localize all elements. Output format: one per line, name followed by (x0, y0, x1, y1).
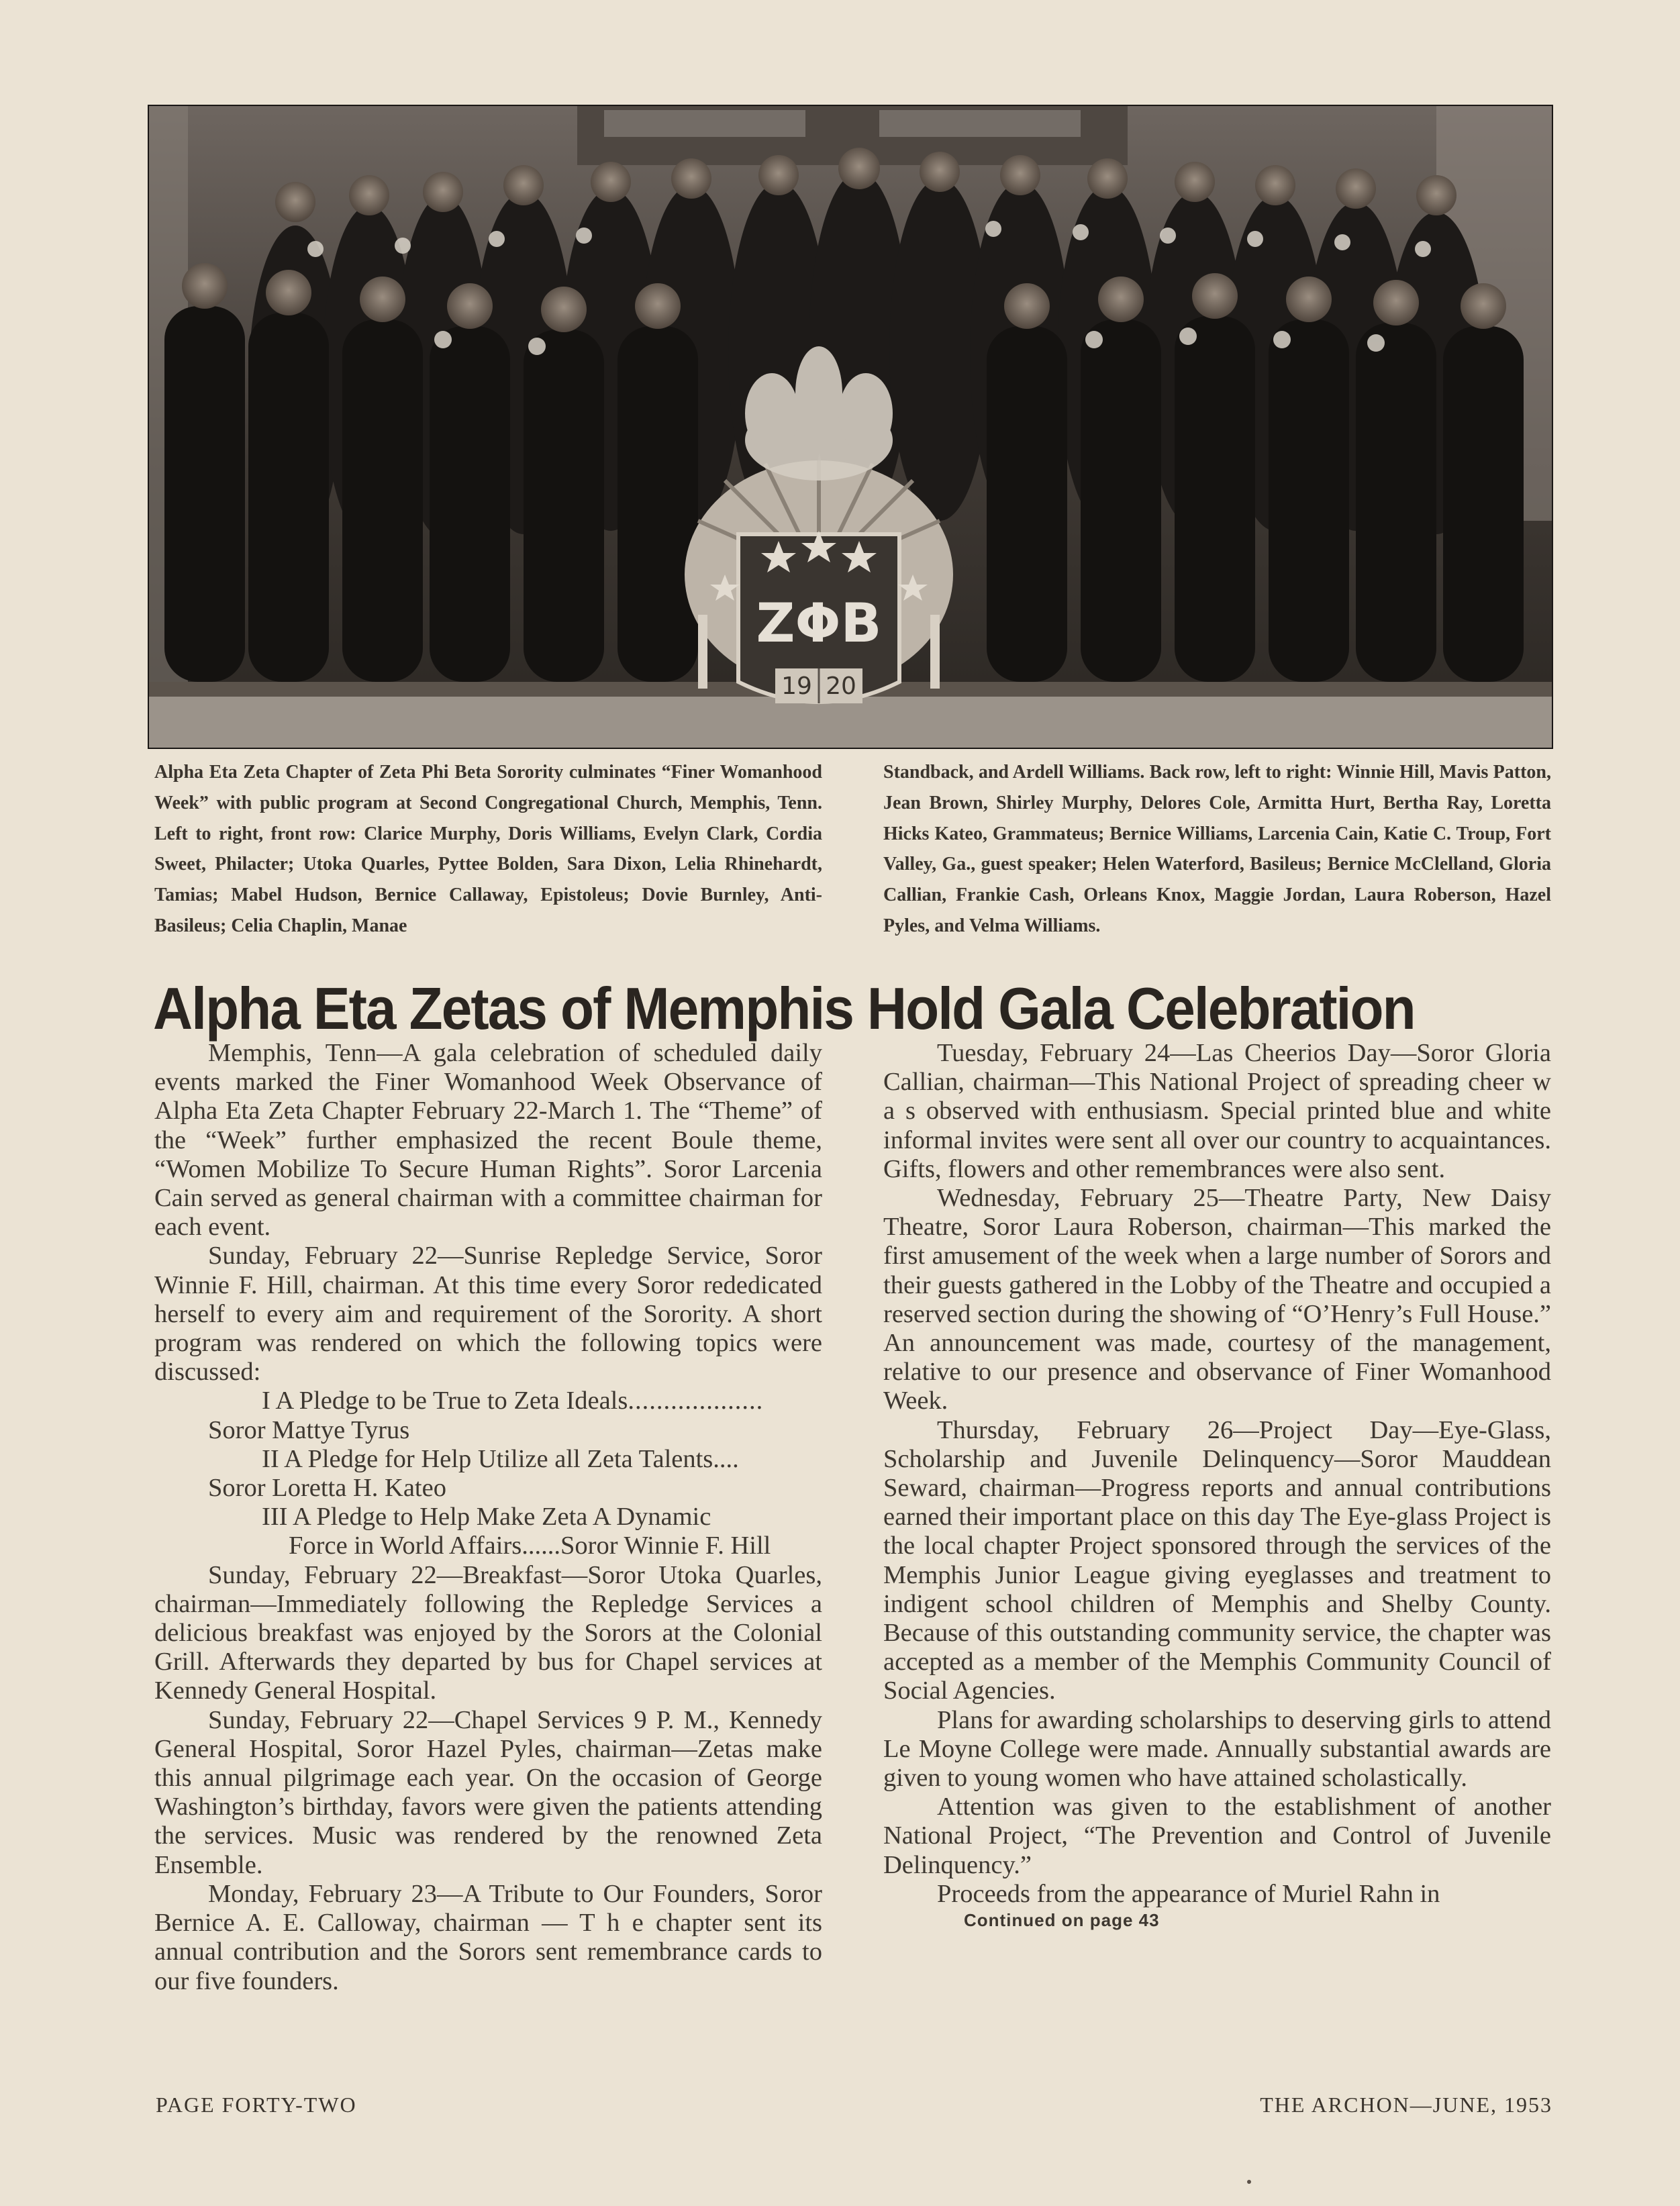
emblem-letters: ΖΦΒ (756, 592, 882, 654)
paragraph-breakfast: Sunday, February 22—Breakfast—Soror Utoka Quarles, chairman—Immediately following the Repledge Services a delicious breakfast was enjoyed by the Sorors at the Colonial Grill. Afterwards they departed by bus for Chapel services at Kennedy General Hospital. (154, 1560, 822, 1705)
paragraph-founders-tribute: Monday, February 23—A Tribute to Our Founders, Soror Bernice A. E. Calloway, chairman — T h e chapter sent its annual contribution and the Sorors sent remembrance cards to our five founders. (154, 1879, 822, 1995)
topic-2: II A Pledge for Help Utilize all Zeta Talents.... (262, 1444, 739, 1473)
paragraph-theatre-party: Wednesday, February 25—Theatre Party, New Daisy Theatre, Soror Laura Roberson, chairman—This marked the first amusement of the week when a large number of Sorors and their guests gathered in the Lobby of the Theatre and occupied a reserved section during the showing of “O’Henry’s Full House.” An announcement was made, courtesy of the management, relative to our presence and observance of Finer Womanhood Week. (883, 1184, 1551, 1415)
topic-1-dots: ................... (628, 1387, 764, 1415)
photo-caption-left: Alpha Eta Zeta Chapter of Zeta Phi Beta Sorority culminates “Finer Womanhood Week” with public program at Second Congregational Church, Memphis, Tenn. Left to right, front row: Clarice Murphy, Doris Williams, Evelyn Clark, Cordia Sweet, Philacter; Utoka Quarles, Pyttee Bolden, Sara Dixon, Lelia Rhinehardt, Tamias; Mabel Hudson, Bernice Callaway, Epistoleus; Dovie Burnley, Anti-Basileus; Celia Chaplin, Manae (154, 762, 822, 936)
paper-speck (1247, 2180, 1251, 2184)
topic-3: III A Pledge to Help Make Zeta A Dynamic (262, 1503, 711, 1532)
article-column-left (154, 1039, 822, 1996)
article-headline: Alpha Eta Zetas of Memphis Hold Gala Celebration (153, 975, 1415, 1042)
topic-1-text: I A Pledge to be True to Zeta Ideals (262, 1387, 628, 1415)
emblem-year-left: 19 (781, 672, 812, 700)
paragraph-sunrise-repledge: Sunday, February 22—Sunrise Repledge Service, Soror Winnie F. Hill, chairman. At this time every Soror rededicated herself to every aim and requirement of the Sorority. A short program was rendered on which the following topics were discussed: (154, 1242, 822, 1387)
photo-illustration (148, 105, 1553, 749)
paragraph-proceeds: Proceeds from the appearance of Muriel Rahn in (937, 1879, 1440, 1908)
photo-caption-right: Standback, and Ardell Williams. Back row, left to right: Winnie Hill, Mavis Patton, Jean Brown, Shirley Murphy, Delores Cole, Armitta Hurt, Bertha Ray, Loretta Hicks Kateo, Grammateus; Bernice Williams, Larcenia Cain, Katie C. Troup, Fort Valley, Ga., guest speaker; Helen Waterford, Basileus; Bernice McClelland, Gloria Callian, Frankie Cash, Orleans Knox, Maggie Jordan, Laura Roberson, Hazel Pyles, and Velma Williams. (883, 762, 1551, 936)
topic-1 (154, 1387, 822, 1415)
publication-info: THE ARCHON—JUNE, 1953 (1260, 2093, 1552, 2117)
paragraph-las-cheerios: Tuesday, February 24—Las Cheerios Day—Soror Gloria Callian, chairman—This National Project of spreading cheer w a s observed with enthusiasm. Special printed blue and white informal invites were sent all over our country to acquaintances. Gifts, flowers and other remembrances were also sent. (883, 1039, 1551, 1183)
paragraph-project-day: Thursday, February 26—Project Day—Eye-Glass, Scholarship and Juvenile Delinquency—Soror Mauddean Seward, chairman—Progress reports and annual contributions earned their important place on this day The Eye-glass Project is the local chapter Project sponsored through the services of the Memphis Junior League giving eyeglasses and treatment to indigent school children of Memphis and Shelby County. Because of this outstanding community service, the chapter was accepted as a member of the Memphis Community Council of Social Agencies. (883, 1415, 1551, 1705)
continued-notice: Continued on page 43 (964, 1910, 1160, 1931)
emblem-year-right: 20 (826, 672, 856, 700)
article-column-right (883, 1039, 1551, 1932)
paragraph-scholarships: Plans for awarding scholarships to deserving girls to attend Le Moyne College were made. Annually substantial awards are given to young women who have attained scholastically. (883, 1705, 1551, 1793)
paragraph-national-project: Attention was given to the establishment of another National Project, “The Prevention and Control of Juvenile Delinquency.” (883, 1793, 1551, 1879)
topic-3-continued: Force in World Affairs......Soror Winnie F. Hill (289, 1532, 771, 1560)
group-photograph (148, 105, 1553, 749)
paragraph-intro: Memphis, Tenn—A gala celebration of scheduled daily events marked the Finer Womanhood Week Observance of Alpha Eta Zeta Chapter February 22-March 1. The “Theme” of the “Week” further emphasized the recent Boule theme, “Women Mobilize To Secure Human Rights”. Soror Larcenia Cain served as general chairman with a committee chairman for each event. (154, 1039, 822, 1242)
topic-2-speaker: Soror Loretta H. Kateo (208, 1474, 446, 1503)
topic-1-speaker: Soror Mattye Tyrus (208, 1415, 410, 1444)
page-number: PAGE FORTY-TWO (156, 2093, 357, 2117)
paragraph-chapel-services: Sunday, February 22—Chapel Services 9 P. M., Kennedy General Hospital, Soror Hazel Pyles, chairman—Zetas make this annual pilgrimage each year. On the occasion of George Washington’s birthday, favors were given the patients attending the services. Music was rendered by the renowned Zeta Ensemble. (154, 1705, 822, 1879)
